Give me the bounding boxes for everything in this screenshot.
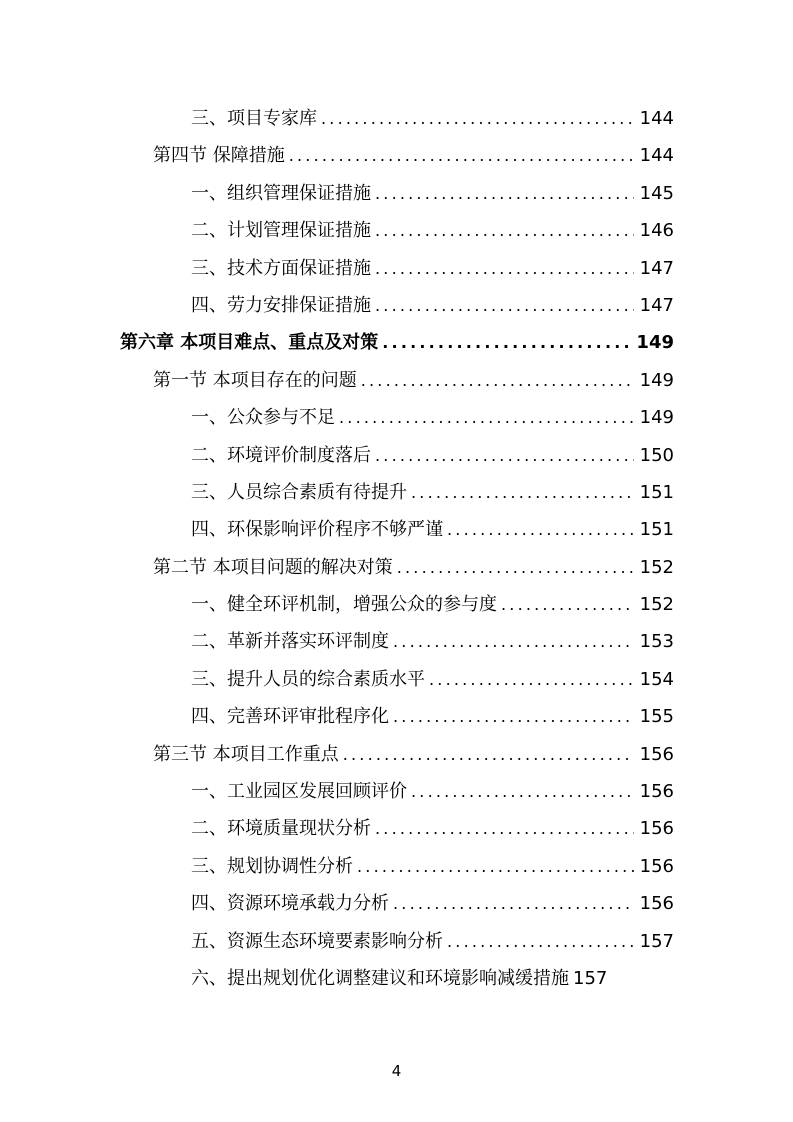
toc-subsection-entry[interactable]: [0, 586, 793, 623]
toc-subsection-entry[interactable]: [0, 885, 793, 922]
toc-dot-leader: [411, 773, 634, 810]
toc-entry-page-number: 150: [639, 444, 674, 466]
toc-subsection-entry[interactable]: [0, 661, 793, 698]
toc-entry-label: 二、环境质量现状分析: [191, 818, 371, 840]
toc-dot-leader: [289, 137, 634, 174]
toc-entry-page-number: 151: [639, 481, 674, 503]
toc-entry-page-number: 145: [639, 182, 674, 204]
toc-entry-page-number: 156: [639, 743, 674, 765]
toc-entry-label: 第一节 本项目存在的问题: [153, 369, 357, 391]
toc-dot-leader: [375, 212, 634, 249]
toc-dot-leader: [375, 175, 634, 212]
toc-entry-label: 第三节 本项目工作重点: [153, 743, 339, 765]
toc-dot-leader: [375, 250, 634, 287]
toc-entry-page-number: 147: [639, 294, 674, 316]
toc-chapter-entry[interactable]: [0, 324, 793, 361]
toc-subsection-entry[interactable]: [0, 623, 793, 660]
toc-entry-page-number: 149: [639, 407, 674, 429]
toc-dot-leader: [447, 511, 634, 548]
toc-dot-leader: [375, 287, 634, 324]
toc-entry-page-number: 157: [573, 967, 608, 989]
toc-entry-page-number: 156: [639, 781, 674, 803]
toc-entry-label: 一、健全环评机制，增强公众的参与度: [191, 594, 497, 616]
toc-subsection-entry[interactable]: [0, 698, 793, 735]
toc-entry-label: 一、工业园区发展回顾评价: [191, 781, 407, 803]
toc-dot-leader: [393, 623, 634, 660]
toc-dot-leader: [382, 324, 630, 361]
toc-entry-label: 第四节 保障措施: [153, 145, 285, 167]
toc-entry-page-number: 149: [639, 369, 674, 391]
toc-section-entry[interactable]: [0, 362, 793, 399]
toc-subsection-entry[interactable]: [0, 848, 793, 885]
toc-entry-label: 二、革新并落实环评制度: [191, 631, 389, 653]
toc-dot-leader: [375, 437, 634, 474]
table-of-contents: [0, 100, 793, 997]
toc-entry-label: 第六章 本项目难点、重点及对策: [120, 332, 379, 354]
toc-dot-leader: [397, 549, 634, 586]
toc-dot-leader: [361, 362, 634, 399]
toc-entry-label: 四、资源环境承载力分析: [191, 893, 389, 915]
toc-entry-page-number: 152: [639, 556, 674, 578]
toc-section-entry[interactable]: [0, 736, 793, 773]
toc-dot-leader: [393, 885, 634, 922]
toc-entry-label: 四、完善环评审批程序化: [191, 706, 389, 728]
toc-subsection-entry[interactable]: [0, 250, 793, 287]
toc-entry-label: 四、环保影响评价程序不够严谨: [191, 519, 443, 541]
toc-entry-page-number: 156: [639, 855, 674, 877]
toc-dot-leader: [447, 923, 634, 960]
toc-entry-label: 三、技术方面保证措施: [191, 257, 371, 279]
toc-entry-label: 三、规划协调性分析: [191, 855, 353, 877]
toc-entry-page-number: 152: [639, 594, 674, 616]
toc-entry-page-number: 156: [639, 893, 674, 915]
toc-entry-label: 二、计划管理保证措施: [191, 220, 371, 242]
toc-entry-label: 一、组织管理保证措施: [191, 182, 371, 204]
toc-entry-label: 六、提出规划优化调整建议和环境影响减缓措施: [191, 967, 569, 989]
toc-entry-label: 四、劳力安排保证措施: [191, 294, 371, 316]
toc-entry-label: 三、人员综合素质有待提升: [191, 481, 407, 503]
toc-entry-label: 二、环境评价制度落后: [191, 444, 371, 466]
toc-subsection-entry[interactable]: [0, 287, 793, 324]
toc-subsection-entry[interactable]: [0, 175, 793, 212]
toc-dot-leader: [429, 661, 634, 698]
toc-subsection-entry[interactable]: [0, 212, 793, 249]
toc-entry-page-number: 155: [639, 706, 674, 728]
toc-subsection-entry[interactable]: [0, 773, 793, 810]
toc-entry-page-number: 154: [639, 668, 674, 690]
toc-entry-label: 三、提升人员的综合素质水平: [191, 668, 425, 690]
toc-subsection-entry[interactable]: [0, 511, 793, 548]
toc-entry-page-number: 156: [639, 818, 674, 840]
toc-dot-leader: [501, 586, 634, 623]
toc-subsection-entry[interactable]: [0, 810, 793, 847]
toc-dot-leader: [343, 736, 634, 773]
toc-subsection-entry[interactable]: [0, 474, 793, 511]
toc-section-entry[interactable]: [0, 549, 793, 586]
toc-entry-page-number: 157: [639, 930, 674, 952]
toc-entry-page-number: 144: [639, 145, 674, 167]
toc-entry-page-number: 144: [639, 108, 674, 129]
toc-entry-label: 五、资源生态环境要素影响分析: [191, 930, 443, 952]
toc-entry-page-number: 146: [639, 220, 674, 242]
toc-dot-leader: [393, 698, 634, 735]
toc-subsection-entry[interactable]: [0, 923, 793, 960]
toc-section-entry[interactable]: [0, 137, 793, 174]
toc-entry-label: 一、公众参与不足: [191, 407, 335, 429]
toc-dot-leader: [339, 399, 634, 436]
toc-entry-label: 三、项目专家库: [191, 108, 317, 129]
toc-subsection-entry[interactable]: [0, 437, 793, 474]
toc-entry-page-number: 147: [639, 257, 674, 279]
toc-dot-leader: [321, 100, 634, 137]
toc-dot-leader: [411, 474, 634, 511]
toc-entry-label: 第二节 本项目问题的解决对策: [153, 556, 393, 578]
toc-entry-page-number: 153: [639, 631, 674, 653]
toc-subsection-entry[interactable]: [0, 399, 793, 436]
toc-subsection-entry[interactable]: [0, 100, 793, 137]
toc-subsection-entry[interactable]: [0, 960, 793, 997]
page-number: 4: [391, 1062, 402, 1080]
toc-dot-leader: [357, 848, 634, 885]
toc-dot-leader: [375, 810, 634, 847]
toc-entry-page-number: 151: [639, 519, 674, 541]
toc-entry-page-number: 149: [636, 332, 674, 354]
